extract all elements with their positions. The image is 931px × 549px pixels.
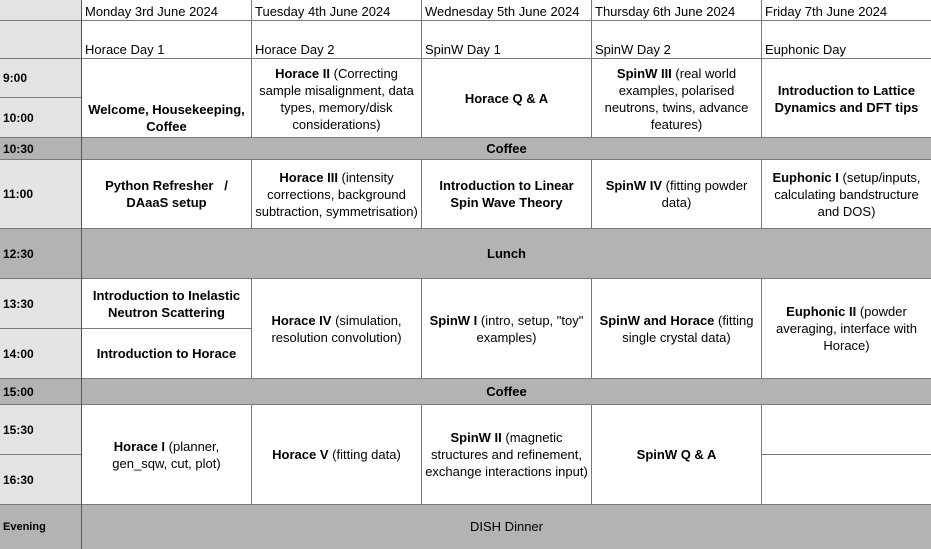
time-1030: 10:30: [3, 141, 34, 156]
session-thu-spinw4: SpinW IV (fitting powder data): [605, 178, 748, 210]
theme-wed: SpinW Day 1: [425, 42, 501, 57]
line-below-days: [0, 20, 931, 21]
session-fri-euphonic1: Euphonic I (setup/inputs, calculating bandstructure and DOS): [772, 169, 921, 219]
session-mon-intro-horace: Introduction to Horace: [96, 346, 237, 361]
line-below-1530-fri: [761, 454, 931, 455]
time-1630: 16:30: [3, 472, 34, 487]
session-mon-welcome: Welcome, Housekeeping, Coffee: [88, 102, 245, 134]
session-thu-spinw3: SpinW III (real world examples, polarised neutrons, twins, advance features): [604, 65, 749, 132]
time-1500: 15:00: [3, 384, 34, 399]
coffee-am-label: Coffee: [486, 141, 527, 156]
day-header-tue: Tuesday 4th June 2024: [255, 4, 391, 19]
session-wed-lswt: Introduction to Linear Spin Wave Theory: [439, 178, 574, 210]
day-header-fri: Friday 7th June 2024: [765, 4, 888, 19]
coffee-pm-label: Coffee: [486, 384, 527, 399]
time-column-header-bg: [0, 0, 81, 59]
session-wed-horace-qa: Horace Q & A: [464, 91, 549, 106]
dinner-label: DISH Dinner: [470, 519, 543, 534]
theme-thu: SpinW Day 2: [595, 42, 671, 57]
theme-mon: Horace Day 1: [85, 42, 165, 57]
time-0900: 9:00: [3, 71, 28, 85]
session-mon-horace1: Horace I (planner, gen_sqw, cut, plot): [112, 438, 221, 471]
time-1330: 13:30: [3, 296, 34, 311]
session-fri-lattice: Introduction to Lattice Dynamics and DFT tips: [774, 82, 919, 115]
time-evening: Evening: [3, 520, 46, 533]
day-header-thu: Thursday 6th June 2024: [595, 4, 736, 19]
session-mon-intro-ins: Introduction to Inelastic Neutron Scattering: [92, 287, 241, 320]
line-after-thu-4: [761, 404, 762, 504]
session-fri-euphonic2: Euphonic II (powder averaging, interface with Horace): [776, 304, 917, 353]
session-thu-spinw-horace: SpinW and Horace (fitting single crystal data): [599, 312, 754, 345]
time-1530: 15:30: [3, 422, 34, 437]
time-1000: 10:00: [3, 111, 34, 125]
session-wed-spinw1: SpinW I (intro, setup, "toy" examples): [429, 312, 584, 345]
time-1100: 11:00: [3, 187, 34, 201]
time-1230: 12:30: [3, 246, 34, 261]
session-mon-python: Python Refresher / DAaaS setup: [105, 178, 239, 210]
lunch-label: Lunch: [487, 246, 526, 261]
session-tue-horace5: Horace V (fitting data): [272, 447, 401, 462]
session-thu-spinw-qa: SpinW Q & A: [636, 447, 717, 462]
session-tue-horace3: Horace III (intensity corrections, background subtraction, symmetrisation): [255, 169, 418, 219]
day-header-wed: Wednesday 5th June 2024: [425, 4, 580, 19]
time-1400: 14:00: [3, 346, 34, 361]
theme-fri: Euphonic Day: [765, 42, 846, 57]
session-tue-horace4: Horace IV (simulation, resolution convolution): [271, 312, 402, 345]
day-header-mon: Monday 3rd June 2024: [85, 4, 218, 19]
theme-tue: Horace Day 2: [255, 42, 335, 57]
session-wed-spinw2: SpinW II (magnetic structures and refinement, exchange interactions input): [425, 430, 588, 479]
session-tue-horace2: Horace II (Correcting sample misalignment, data types, memory/disk considerations): [259, 65, 414, 132]
